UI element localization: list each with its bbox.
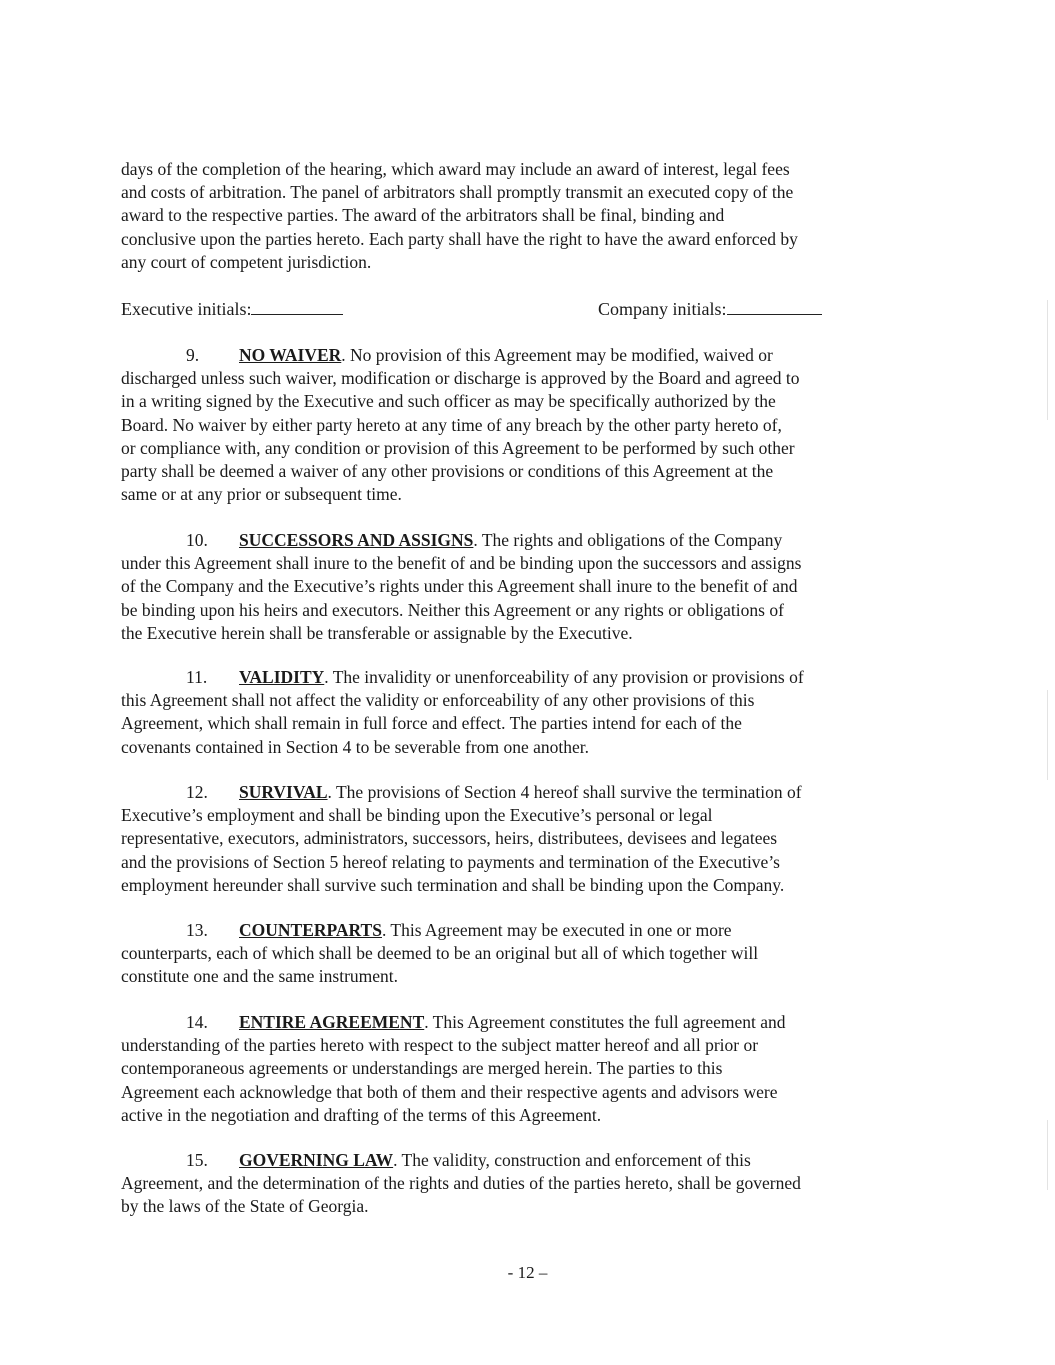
- section-text: . No provision of this Agreement may be modified, waived or: [341, 345, 773, 365]
- section-line: party shall be deemed a waiver of any other provisions or conditions of this Agreement at the: [121, 461, 774, 482]
- page-number: - 12 –: [507, 1263, 548, 1282]
- section-line: representative, executors, administrators, successors, heirs, distributees, devisees and legatees: [121, 828, 778, 849]
- section-line: employment hereunder shall survive such termination and shall be binding upon the Company.: [121, 874, 785, 895]
- section-line: constitute one and the same instrument.: [121, 966, 399, 987]
- section-line: Agreement, and the determination of the rights and duties of the parties hereto, shall be governed: [121, 1173, 801, 1194]
- section-first-line: [121, 666, 899, 689]
- section-number: 13.: [186, 920, 208, 940]
- section-line: or compliance with, any condition or provision of this Agreement to be performed by such other: [121, 437, 795, 458]
- section-line: discharged unless such waiver, modification or discharge is approved by the Board and agreed to: [121, 368, 800, 389]
- section-governing-law: [121, 1149, 899, 1219]
- section-line: counterparts, each of which shall be deemed to be an original but all of which together will: [121, 943, 759, 964]
- section-line: of the Company and the Executive’s rights under this Agreement shall inure to the benefit of and: [121, 576, 798, 597]
- section-line: contemporaneous agreements or understandings are merged herein. The parties to this: [121, 1058, 723, 1079]
- section-validity: [121, 666, 899, 759]
- section-counterparts: [121, 919, 899, 989]
- scan-artifact: [1047, 300, 1048, 420]
- scan-artifact: [1047, 690, 1048, 780]
- section-number: 14.: [186, 1012, 208, 1032]
- company-initials-label: Company initials:: [598, 299, 727, 319]
- section-line: by the laws of the State of Georgia.: [121, 1196, 369, 1217]
- section-text: . The invalidity or unenforceability of any provision or provisions of: [324, 667, 804, 687]
- section-text: . The validity, construction and enforcement of this: [393, 1150, 751, 1170]
- section-number: 12.: [186, 782, 208, 802]
- paragraph-line: and costs of arbitration. The panel of arbitrators shall promptly transmit an executed copy of the: [121, 182, 794, 203]
- section-heading: ENTIRE AGREEMENT: [239, 1012, 425, 1032]
- section-heading: SUCCESSORS AND ASSIGNS: [239, 530, 474, 550]
- section-line: Agreement, which shall remain in full force and effect. The parties intend for each of the: [121, 713, 742, 734]
- section-heading: SURVIVAL: [239, 782, 328, 802]
- paragraph-line: days of the completion of the hearing, which award may include an award of interest, legal fees: [121, 159, 790, 179]
- executive-initials-blank: [251, 298, 343, 315]
- section-line: Executive’s employment and shall be binding upon the Executive’s personal or legal: [121, 805, 713, 826]
- scan-artifact: [1047, 1120, 1048, 1190]
- section-text: . The rights and obligations of the Company: [473, 530, 783, 550]
- section-line: understanding of the parties hereto with respect to the subject matter hereof and all prior or: [121, 1035, 759, 1056]
- section-first-line: [121, 344, 899, 367]
- paragraph-line: any court of competent jurisdiction.: [121, 251, 372, 272]
- section-text: . This Agreement may be executed in one or more: [381, 920, 732, 940]
- section-line: the Executive herein shall be transferable or assignable by the Executive.: [121, 622, 633, 643]
- section-line: this Agreement shall not affect the validity or enforceability of any other provisions of this: [121, 690, 755, 711]
- section-line: under this Agreement shall inure to the benefit of and be binding upon the successors and assigns: [121, 553, 802, 574]
- section-successors-and-assigns: [121, 529, 899, 645]
- section-heading: COUNTERPARTS: [239, 920, 382, 940]
- section-survival: [121, 781, 899, 897]
- section-line: covenants contained in Section 4 to be severable from one another.: [121, 736, 589, 757]
- company-initials: [598, 298, 822, 320]
- section-line: Board. No waiver by either party hereto at any time of any breach by the other party hereto of,: [121, 414, 782, 435]
- section-number: 10.: [186, 530, 208, 550]
- section-line: in a writing signed by the Executive and such officer as may be specifically authorized by the: [121, 391, 776, 412]
- section-line: active in the negotiation and drafting of the terms of this Agreement.: [121, 1104, 602, 1125]
- executive-initials-label: Executive initials:: [121, 299, 252, 319]
- paragraph-line: award to the respective parties. The award of the arbitrators shall be final, binding and: [121, 205, 725, 226]
- section-line: Agreement each acknowledge that both of them and their respective agents and advisors were: [121, 1081, 778, 1102]
- section-no-waiver: [121, 344, 899, 506]
- section-number: 9.: [186, 345, 200, 365]
- section-entire-agreement: [121, 1011, 899, 1127]
- section-number: 15.: [186, 1150, 208, 1170]
- company-initials-blank: [727, 298, 822, 315]
- section-text: . The provisions of Section 4 hereof shall survive the termination of: [327, 782, 802, 802]
- section-line: be binding upon his heirs and executors. Neither this Agreement or any rights or obligations of: [121, 599, 784, 620]
- section-heading: GOVERNING LAW: [239, 1150, 394, 1170]
- section-first-line: [121, 919, 899, 942]
- section-first-line: [121, 1149, 899, 1172]
- section-line: and the provisions of Section 5 hereof relating to payments and termination of the Executive’s: [121, 851, 780, 872]
- section-line: same or at any prior or subsequent time.: [121, 484, 402, 505]
- paragraph-line: conclusive upon the parties hereto. Each party shall have the right to have the award enforced by: [121, 228, 798, 249]
- arbitration-paragraph: [121, 158, 899, 274]
- executive-initials: [121, 298, 343, 320]
- section-heading: NO WAIVER: [239, 345, 342, 365]
- section-first-line: [121, 781, 899, 804]
- section-first-line: [121, 529, 899, 552]
- section-heading: VALIDITY: [239, 667, 325, 687]
- section-text: . This Agreement constitutes the full agreement and: [424, 1012, 786, 1032]
- section-first-line: [121, 1011, 899, 1034]
- section-number: 11.: [186, 667, 208, 687]
